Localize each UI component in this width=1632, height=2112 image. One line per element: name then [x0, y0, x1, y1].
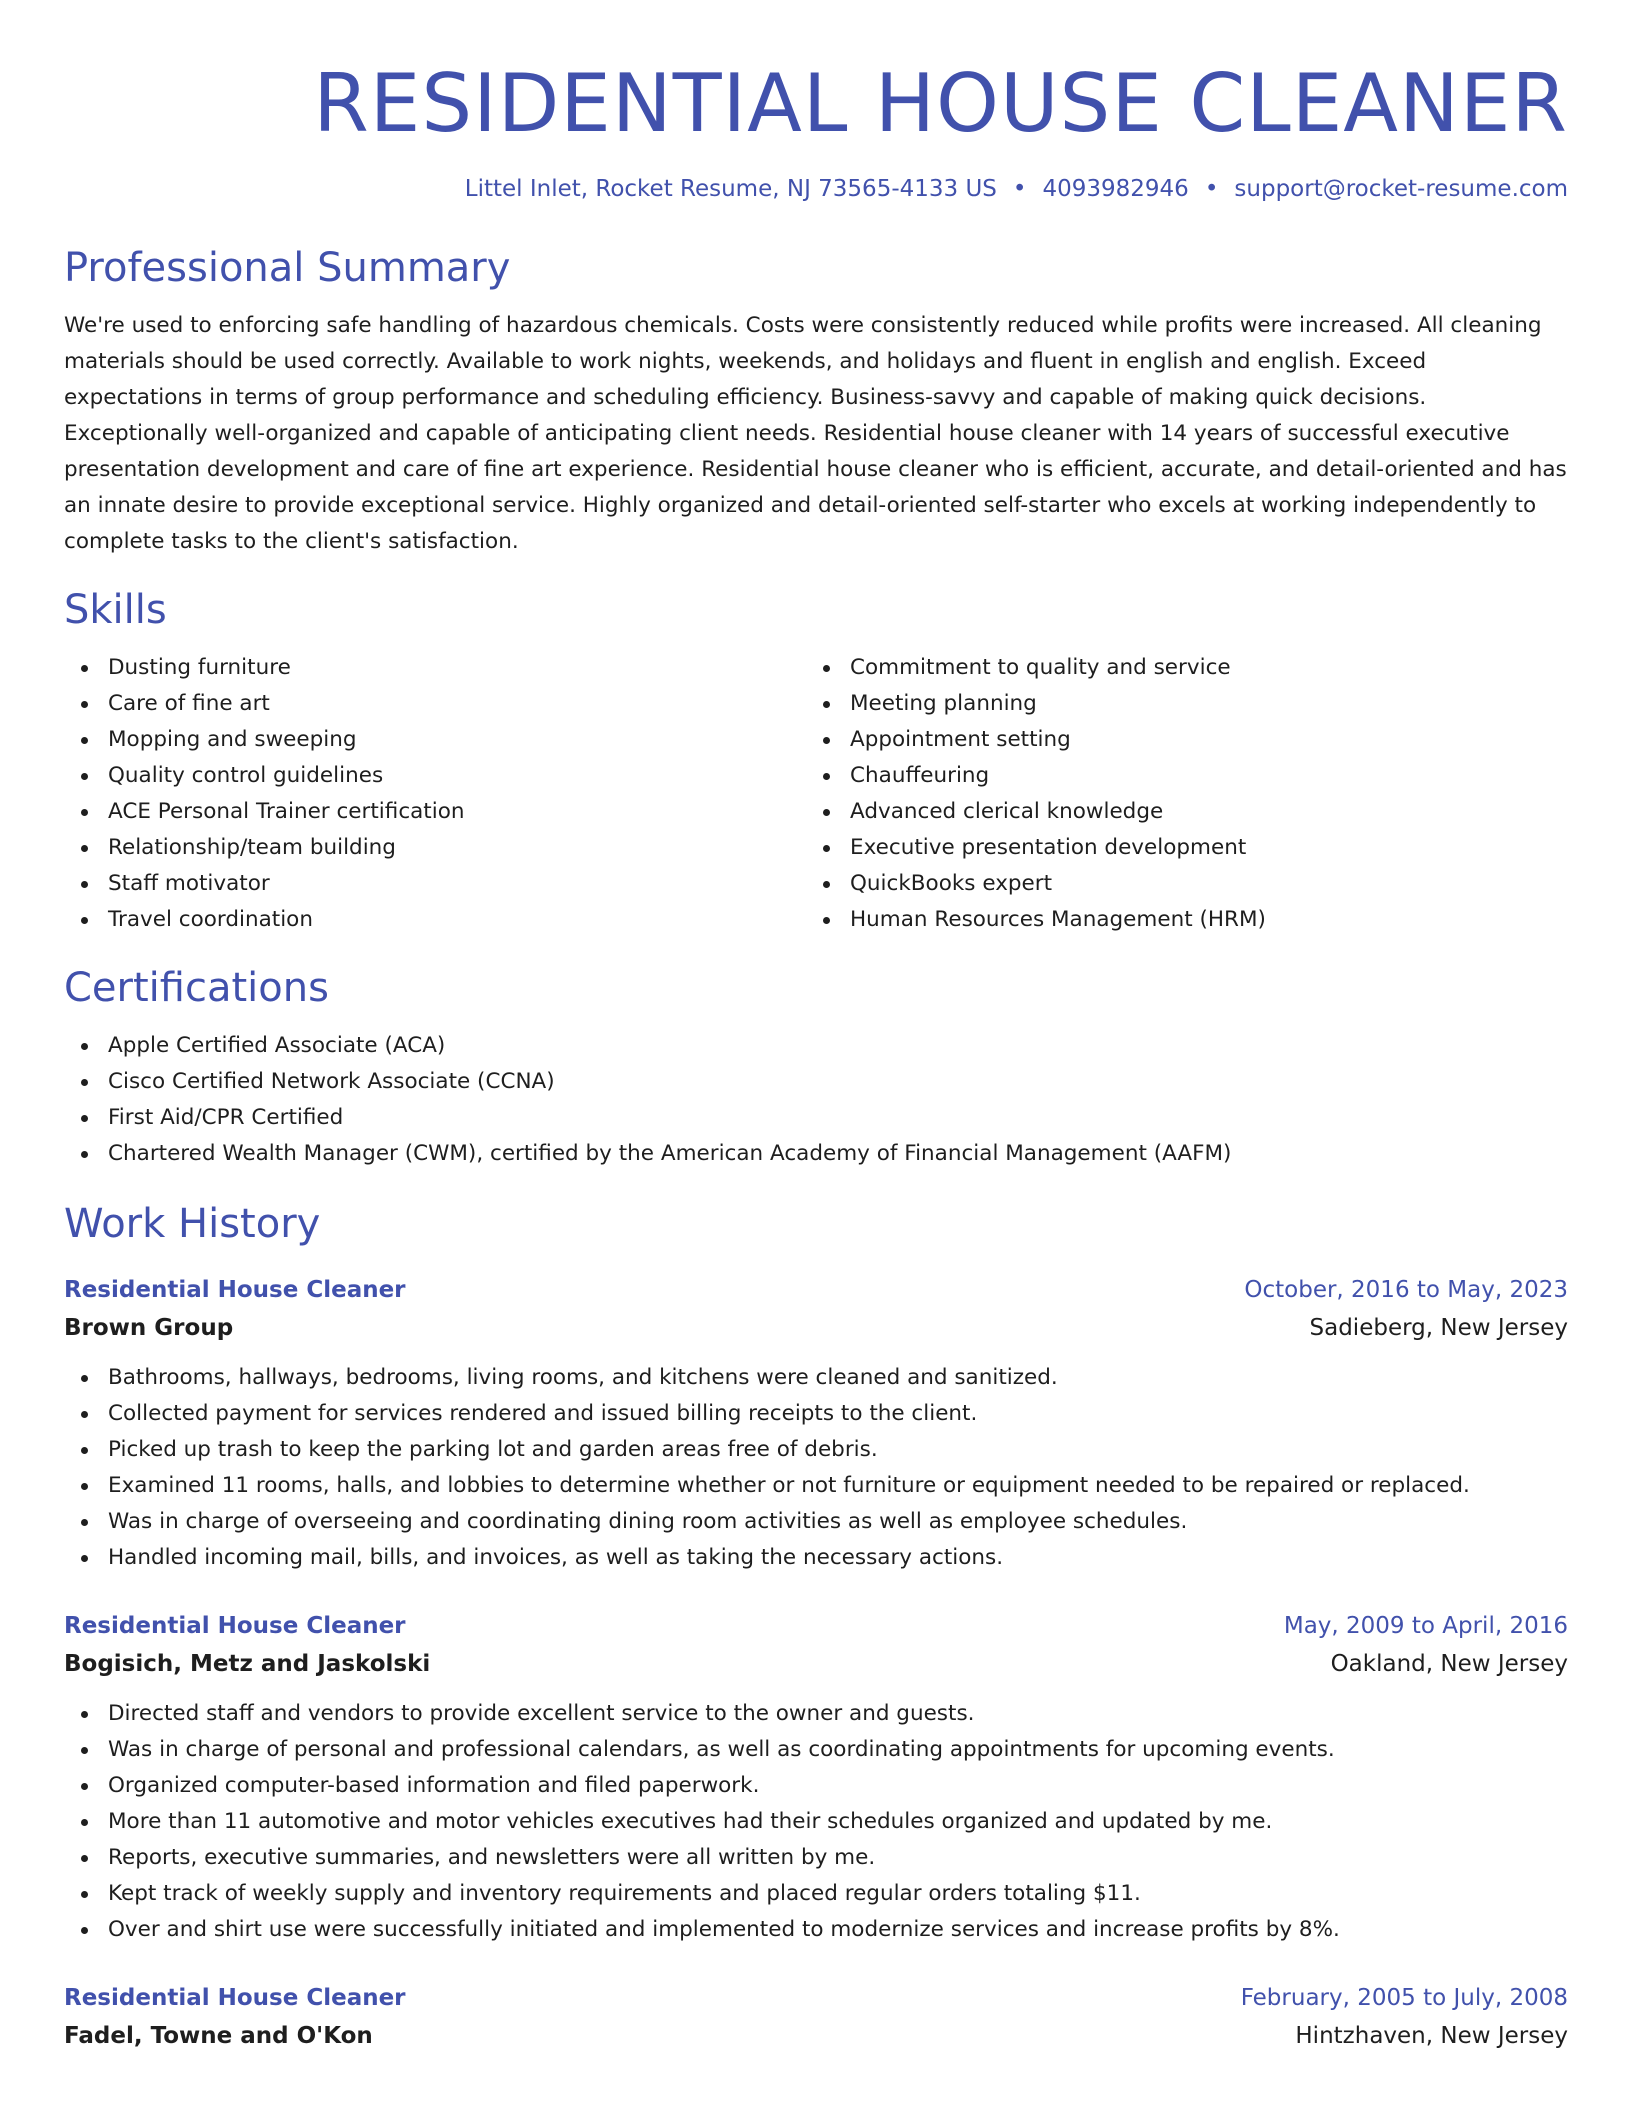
certification-item: First Aid/CPR Certified [64, 1100, 1568, 1136]
job-dates: October, 2016 to May, 2023 [1244, 1277, 1568, 1303]
summary-text: We're used to enforcing safe handling of hazardous chemicals. Costs were consistently reduced while profits were increased. All cleaning materials should be used correctly. Available to work nights, weekends, and holidays and fluent in english and english. Exceed expectations in terms of group performance and scheduling efficiency. Business-savvy and capable of making quick decisions. Exceptionally well-organized and capable of anticipating client needs. Residential house cleaner with 14 years of successful executive presentation development and care of fine art experience. Residential house cleaner who is efficient, accurate, and detail-oriented and has an innate desire to provide exceptional service. Highly organized and detail-oriented self-starter who excels at working independently to complete tasks to the client's satisfaction. [64, 313, 1567, 554]
job-dates: May, 2009 to April, 2016 [1283, 1613, 1568, 1639]
skill-item: Human Resources Management (HRM) [806, 902, 1548, 938]
job-company: Bogisich, Metz and Jaskolski [64, 1651, 431, 1677]
skills-list-right [806, 650, 1548, 938]
job-bullet: Was in charge of personal and professional calendars, as well as coordinating appointments for upcoming events. [64, 1732, 1568, 1768]
skill-item: ACE Personal Trainer certification [64, 794, 806, 830]
skill-item: Executive presentation development [806, 830, 1548, 866]
skill-item: Relationship/team building [64, 830, 806, 866]
skill-item: Staff motivator [64, 866, 806, 902]
skill-item: Care of fine art [64, 686, 806, 722]
skills-list-left [64, 650, 806, 938]
job-company-row [64, 2016, 1568, 2056]
contact-email: support@rocket-resume.com [1234, 176, 1568, 202]
skill-item: Travel coordination [64, 902, 806, 938]
job-company-row [64, 1644, 1568, 1684]
contact-line [64, 172, 1568, 206]
job-company: Brown Group [64, 1315, 234, 1341]
contact-separator: • [1204, 176, 1219, 202]
job-entry [64, 1980, 1568, 2056]
job-bullets [64, 1360, 1568, 1576]
skill-item: Appointment setting [806, 722, 1548, 758]
job-bullet: Handled incoming mail, bills, and invoices, as well as taking the necessary actions. [64, 1540, 1568, 1576]
skills-heading: Skills [64, 587, 167, 633]
certification-item: Chartered Wealth Manager (CWM), certified by the American Academy of Financial Management (AAFM) [64, 1136, 1568, 1172]
skill-item: QuickBooks expert [806, 866, 1548, 902]
job-bullet: More than 11 automotive and motor vehicles executives had their schedules organized and updated by me. [64, 1804, 1568, 1840]
job-bullets [64, 1696, 1568, 1948]
contact-phone: 4093982946 [1042, 176, 1189, 202]
job-dates: February, 2005 to July, 2008 [1240, 1985, 1568, 2011]
certifications-heading: Certifications [64, 965, 329, 1011]
job-bullet: Examined 11 rooms, halls, and lobbies to determine whether or not furniture or equipment needed to be repaired or replaced. [64, 1468, 1568, 1504]
job-title: Residential House Cleaner [64, 1985, 406, 2011]
job-bullet: Was in charge of overseeing and coordinating dining room activities as well as employee schedules. [64, 1504, 1568, 1540]
job-bullet: Kept track of weekly supply and inventory requirements and placed regular orders totaling $11. [64, 1876, 1568, 1912]
job-company: Fadel, Towne and O'Kon [64, 2023, 373, 2049]
job-company-row [64, 1308, 1568, 1348]
job-title-row [64, 1980, 1568, 2016]
skill-item: Commitment to quality and service [806, 650, 1548, 686]
skills-grid [64, 650, 1568, 938]
resume-page [64, 0, 1568, 2056]
job-title: Residential House Cleaner [64, 1613, 406, 1639]
job-bullet: Organized computer-based information and filed paperwork. [64, 1768, 1568, 1804]
job-entry [64, 1272, 1568, 1576]
skill-item: Meeting planning [806, 686, 1548, 722]
certification-item: Cisco Certified Network Associate (CCNA) [64, 1064, 1568, 1100]
job-bullet: Picked up trash to keep the parking lot and garden areas free of debris. [64, 1432, 1568, 1468]
job-bullet: Collected payment for services rendered and issued billing receipts to the client. [64, 1396, 1568, 1432]
job-title: Residential House Cleaner [64, 1277, 406, 1303]
skill-item: Mopping and sweeping [64, 722, 806, 758]
job-entry [64, 1608, 1568, 1948]
skill-item: Chauffeuring [806, 758, 1548, 794]
summary-heading: Professional Summary [64, 245, 511, 291]
skill-item: Dusting furniture [64, 650, 806, 686]
job-location: Hintzhaven, New Jersey [1295, 2023, 1568, 2049]
resume-header [64, 0, 1568, 206]
job-bullet: Bathrooms, hallways, bedrooms, living rooms, and kitchens were cleaned and sanitized. [64, 1360, 1568, 1396]
job-location: Oakland, New Jersey [1330, 1651, 1568, 1677]
certification-item: Apple Certified Associate (ACA) [64, 1028, 1568, 1064]
job-title-row [64, 1272, 1568, 1308]
job-bullet: Directed staff and vendors to provide excellent service to the owner and guests. [64, 1696, 1568, 1732]
job-bullet: Reports, executive summaries, and newsletters were all written by me. [64, 1840, 1568, 1876]
certifications-list [64, 1028, 1568, 1172]
resume-name: RESIDENTIAL HOUSE CLEANER [313, 57, 1568, 150]
job-bullet: Over and shirt use were successfully initiated and implemented to modernize services and increase profits by 8%. [64, 1912, 1568, 1948]
skill-item: Advanced clerical knowledge [806, 794, 1548, 830]
work-history-heading: Work History [64, 1201, 321, 1247]
job-title-row [64, 1608, 1568, 1644]
skill-item: Quality control guidelines [64, 758, 806, 794]
contact-address: Littel Inlet, Rocket Resume, NJ 73565-4133 US [464, 176, 997, 202]
contact-separator: • [1012, 176, 1027, 202]
job-location: Sadieberg, New Jersey [1309, 1315, 1568, 1341]
